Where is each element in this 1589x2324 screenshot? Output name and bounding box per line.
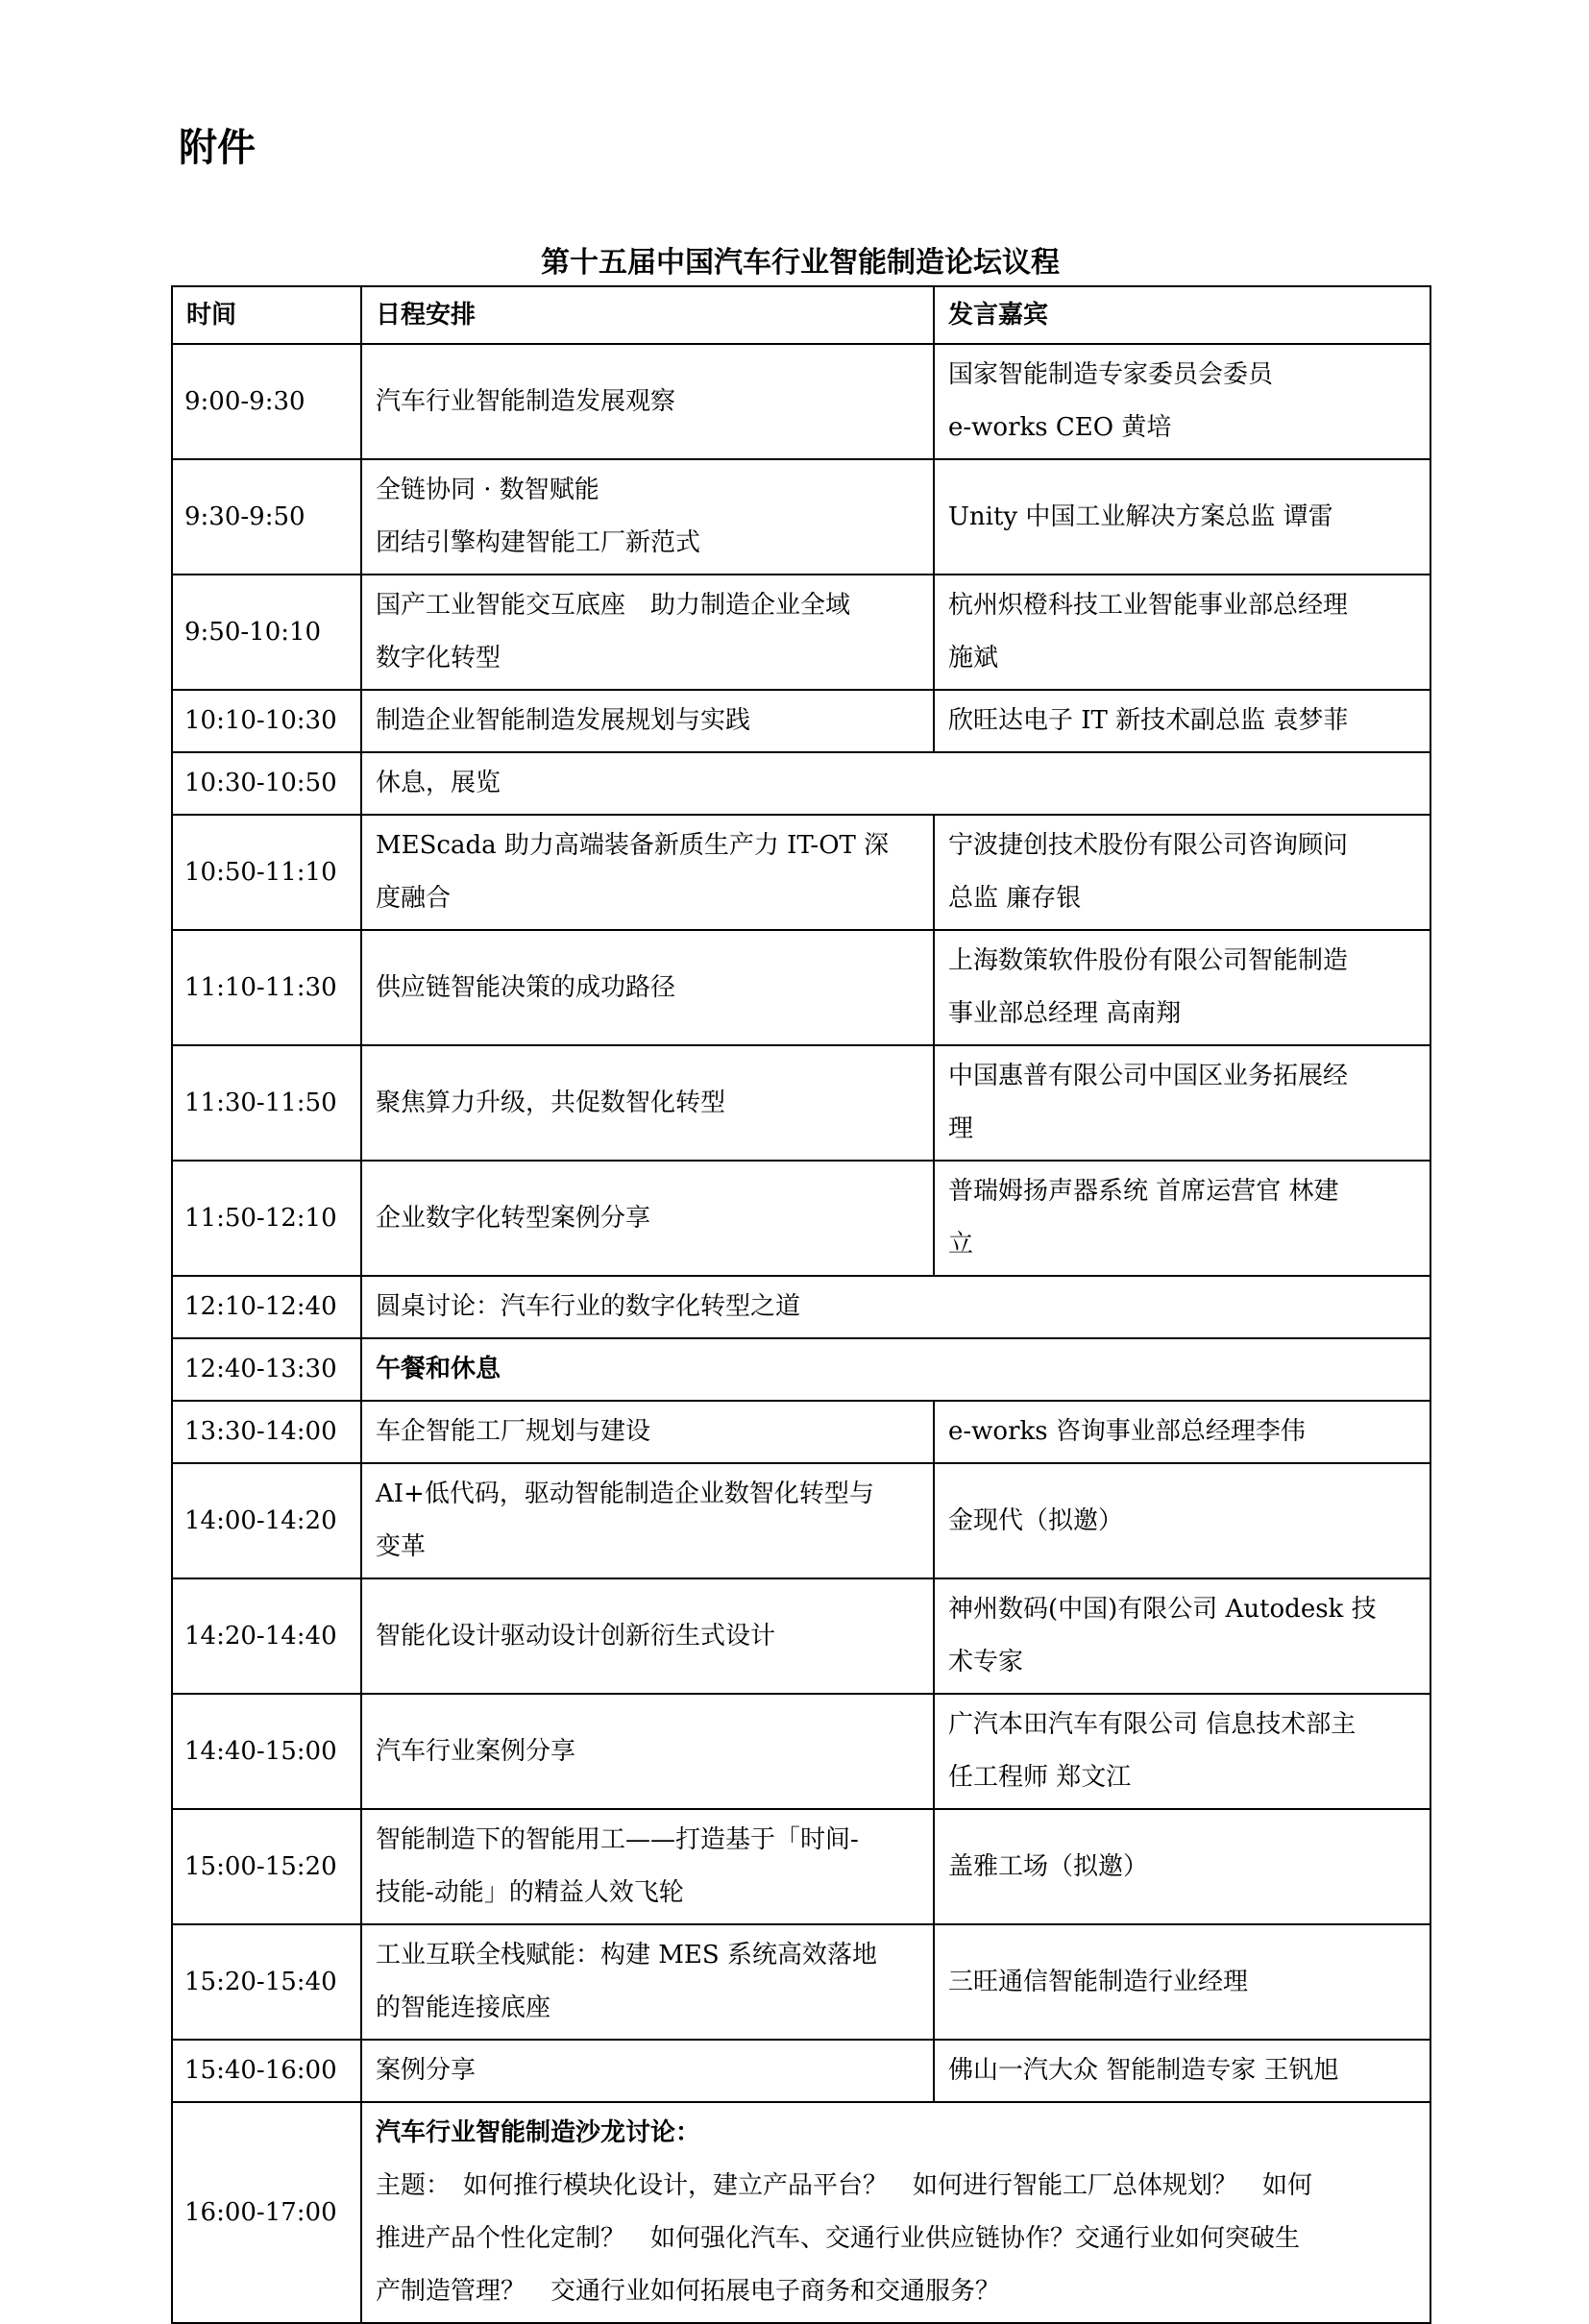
speaker-cell	[934, 2040, 1430, 2102]
table-row	[172, 1694, 1430, 1809]
schedule-cell	[361, 815, 934, 930]
salon-cell	[361, 2102, 1430, 2323]
table-row	[172, 344, 1430, 459]
header-schedule: 日程安排	[361, 286, 934, 344]
cell-line: 国家智能制造专家委员会委员	[948, 360, 1274, 389]
cell-line: 宁波捷创技术股份有限公司咨询顾问	[948, 831, 1349, 860]
cell-line: 休息，展览	[376, 769, 501, 797]
cell-line: 圆桌讨论：汽车行业的数字化转型之道	[376, 1292, 801, 1321]
schedule-cell	[361, 1338, 1430, 1401]
cell-line: AI+低代码，驱动智能制造企业数智化转型与	[376, 1480, 874, 1508]
speaker-cell	[934, 1924, 1430, 2040]
speaker-cell	[934, 1578, 1430, 1694]
speaker-cell	[934, 1694, 1430, 1809]
header-speaker: 发言嘉宾	[934, 286, 1430, 344]
cell-line: 变革	[376, 1532, 427, 1561]
schedule-cell	[361, 459, 934, 575]
schedule-cell	[361, 575, 934, 690]
schedule-cell	[361, 1045, 934, 1161]
cell-line: 智能化设计驱动设计创新衍生式设计	[376, 1621, 776, 1651]
time-cell: 9:30-9:50	[172, 459, 361, 575]
time-cell: 16:00-17:00	[172, 2102, 361, 2323]
cell-line: 金现代（拟邀）	[948, 1505, 1124, 1535]
cell-line: 团结引擎构建智能工厂新范式	[376, 528, 701, 557]
cell-line: 理	[948, 1114, 974, 1143]
time-cell: 13:30-14:00	[172, 1401, 361, 1463]
cell-line: 欣旺达电子 IT 新技术副总监 袁梦菲	[948, 706, 1349, 735]
cell-line: 产制造管理？ 交通行业如何拓展电子商务和交通服务？	[376, 2277, 1001, 2306]
schedule-cell	[361, 690, 934, 752]
schedule-cell	[361, 1578, 934, 1694]
table-row	[172, 690, 1430, 752]
table-row	[172, 1401, 1430, 1463]
speaker-cell	[934, 1463, 1430, 1578]
cell-line: 度融合	[376, 884, 452, 913]
time-cell: 9:00-9:30	[172, 344, 361, 459]
table-row	[172, 815, 1430, 930]
cell-line: e-works CEO 黄培	[948, 413, 1172, 442]
table-row	[172, 930, 1430, 1045]
time-cell: 9:50-10:10	[172, 575, 361, 690]
cell-line: e-works 咨询事业部总经理李伟	[948, 1417, 1306, 1446]
cell-line: 汽车行业案例分享	[376, 1736, 576, 1766]
agenda-title: 第十五届中国汽车行业智能制造论坛议程	[541, 246, 1060, 280]
schedule-cell	[361, 1161, 934, 1276]
schedule-cell	[361, 930, 934, 1045]
speaker-cell	[934, 930, 1430, 1045]
schedule-cell	[361, 1924, 934, 2040]
cell-line: 杭州炽橙科技工业智能事业部总经理	[948, 591, 1349, 620]
cell-line: 供应链智能决策的成功路径	[376, 972, 676, 1002]
speaker-cell	[934, 575, 1430, 690]
agenda-body	[172, 344, 1430, 2323]
speaker-cell	[934, 344, 1430, 459]
schedule-cell	[361, 344, 934, 459]
cell-line: 广汽本田汽车有限公司 信息技术部主	[948, 1710, 1357, 1739]
speaker-cell	[934, 690, 1430, 752]
cell-line: 技能-动能」的精益人效飞轮	[376, 1878, 684, 1907]
table-row	[172, 1338, 1430, 1401]
cell-line: 任工程师 郑文江	[948, 1763, 1132, 1792]
time-cell: 15:20-15:40	[172, 1924, 361, 2040]
speaker-cell	[934, 1401, 1430, 1463]
cell-line: 工业互联全栈赋能：构建 MES 系统高效落地	[376, 1941, 877, 1969]
time-cell: 10:30-10:50	[172, 752, 361, 815]
table-row	[172, 1809, 1430, 1924]
cell-line: 上海数策软件股份有限公司智能制造	[948, 946, 1349, 975]
cell-line: 汽车行业智能制造发展观察	[376, 386, 676, 416]
cell-line: 案例分享	[376, 2056, 477, 2085]
speaker-cell	[934, 459, 1430, 575]
cell-line: 推进产品个性化定制？ 如何强化汽车、交通行业供应链协作？交通行业如何突破生	[376, 2224, 1301, 2253]
cell-line: 事业部总经理 高南翔	[948, 999, 1182, 1028]
time-cell: 15:40-16:00	[172, 2040, 361, 2102]
schedule-cell	[361, 1809, 934, 1924]
cell-line: 车企智能工厂规划与建设	[376, 1417, 651, 1446]
speaker-cell	[934, 1161, 1430, 1276]
header-time: 时间	[172, 286, 361, 344]
attachment-label: 附件	[179, 126, 256, 170]
cell-line: 的智能连接底座	[376, 1994, 551, 2022]
cell-line: 主题： 如何推行模块化设计，建立产品平台？ 如何进行智能工厂总体规划？ 如何	[376, 2171, 1313, 2200]
table-row	[172, 1045, 1430, 1161]
cell-line: MEScada 助力高端装备新质生产力 IT-OT 深	[376, 831, 890, 860]
table-row	[172, 1578, 1430, 1694]
cell-line: 制造企业智能制造发展规划与实践	[376, 706, 751, 735]
cell-line: Unity 中国工业解决方案总监 谭雷	[948, 501, 1333, 531]
cell-line: 中国惠普有限公司中国区业务拓展经	[948, 1062, 1349, 1090]
cell-line: 术专家	[948, 1648, 1024, 1676]
time-cell: 12:40-13:30	[172, 1338, 361, 1401]
table-row	[172, 1276, 1430, 1338]
agenda-table	[171, 285, 1431, 2324]
cell-line: 总监 廉存银	[948, 884, 1082, 913]
speaker-cell	[934, 815, 1430, 930]
cell-line: 普瑞姆扬声器系统 首席运营官 林建	[948, 1177, 1339, 1206]
cell-line: 聚焦算力升级，共促数智化转型	[376, 1088, 726, 1117]
time-cell: 14:40-15:00	[172, 1694, 361, 1809]
time-cell: 14:00-14:20	[172, 1463, 361, 1578]
time-cell: 15:00-15:20	[172, 1809, 361, 1924]
time-cell: 11:30-11:50	[172, 1045, 361, 1161]
schedule-cell	[361, 752, 1430, 815]
table-row	[172, 1161, 1430, 1276]
cell-line: 午餐和休息	[376, 1355, 501, 1383]
speaker-cell	[934, 1809, 1430, 1924]
schedule-cell	[361, 1401, 934, 1463]
cell-line: 企业数字化转型案例分享	[376, 1203, 651, 1233]
cell-line: 智能制造下的智能用工——打造基于「时间-	[376, 1825, 859, 1854]
cell-line: 施斌	[948, 644, 999, 673]
time-cell: 11:50-12:10	[172, 1161, 361, 1276]
table-row	[172, 1924, 1430, 2040]
table-row	[172, 575, 1430, 690]
schedule-cell	[361, 1276, 1430, 1338]
table-row	[172, 2040, 1430, 2102]
schedule-cell	[361, 1463, 934, 1578]
header-row	[172, 286, 1430, 344]
cell-line: 佛山一汽大众 智能制造专家 王钒旭	[948, 2056, 1339, 2085]
table-row	[172, 752, 1430, 815]
table-row	[172, 459, 1430, 575]
cell-line: 盖雅工场（拟邀）	[948, 1851, 1149, 1881]
cell-line: 数字化转型	[376, 644, 501, 673]
speaker-cell	[934, 1045, 1430, 1161]
time-cell: 10:10-10:30	[172, 690, 361, 752]
schedule-cell	[361, 2040, 934, 2102]
table-row	[172, 1463, 1430, 1578]
cell-line: 国产工业智能交互底座 助力制造企业全域	[376, 591, 851, 620]
cell-line: 全链协同 · 数智赋能	[376, 476, 599, 504]
cell-line: 三旺通信智能制造行业经理	[948, 1967, 1249, 1996]
cell-line: 神州数码(中国)有限公司 Autodesk 技	[948, 1595, 1377, 1624]
salon-row	[172, 2102, 1430, 2323]
time-cell: 12:10-12:40	[172, 1276, 361, 1338]
salon-title: 汽车行业智能制造沙龙讨论：	[376, 2118, 701, 2147]
cell-line: 立	[948, 1230, 974, 1259]
time-cell: 14:20-14:40	[172, 1578, 361, 1694]
time-cell: 10:50-11:10	[172, 815, 361, 930]
schedule-cell	[361, 1694, 934, 1809]
time-cell: 11:10-11:30	[172, 930, 361, 1045]
